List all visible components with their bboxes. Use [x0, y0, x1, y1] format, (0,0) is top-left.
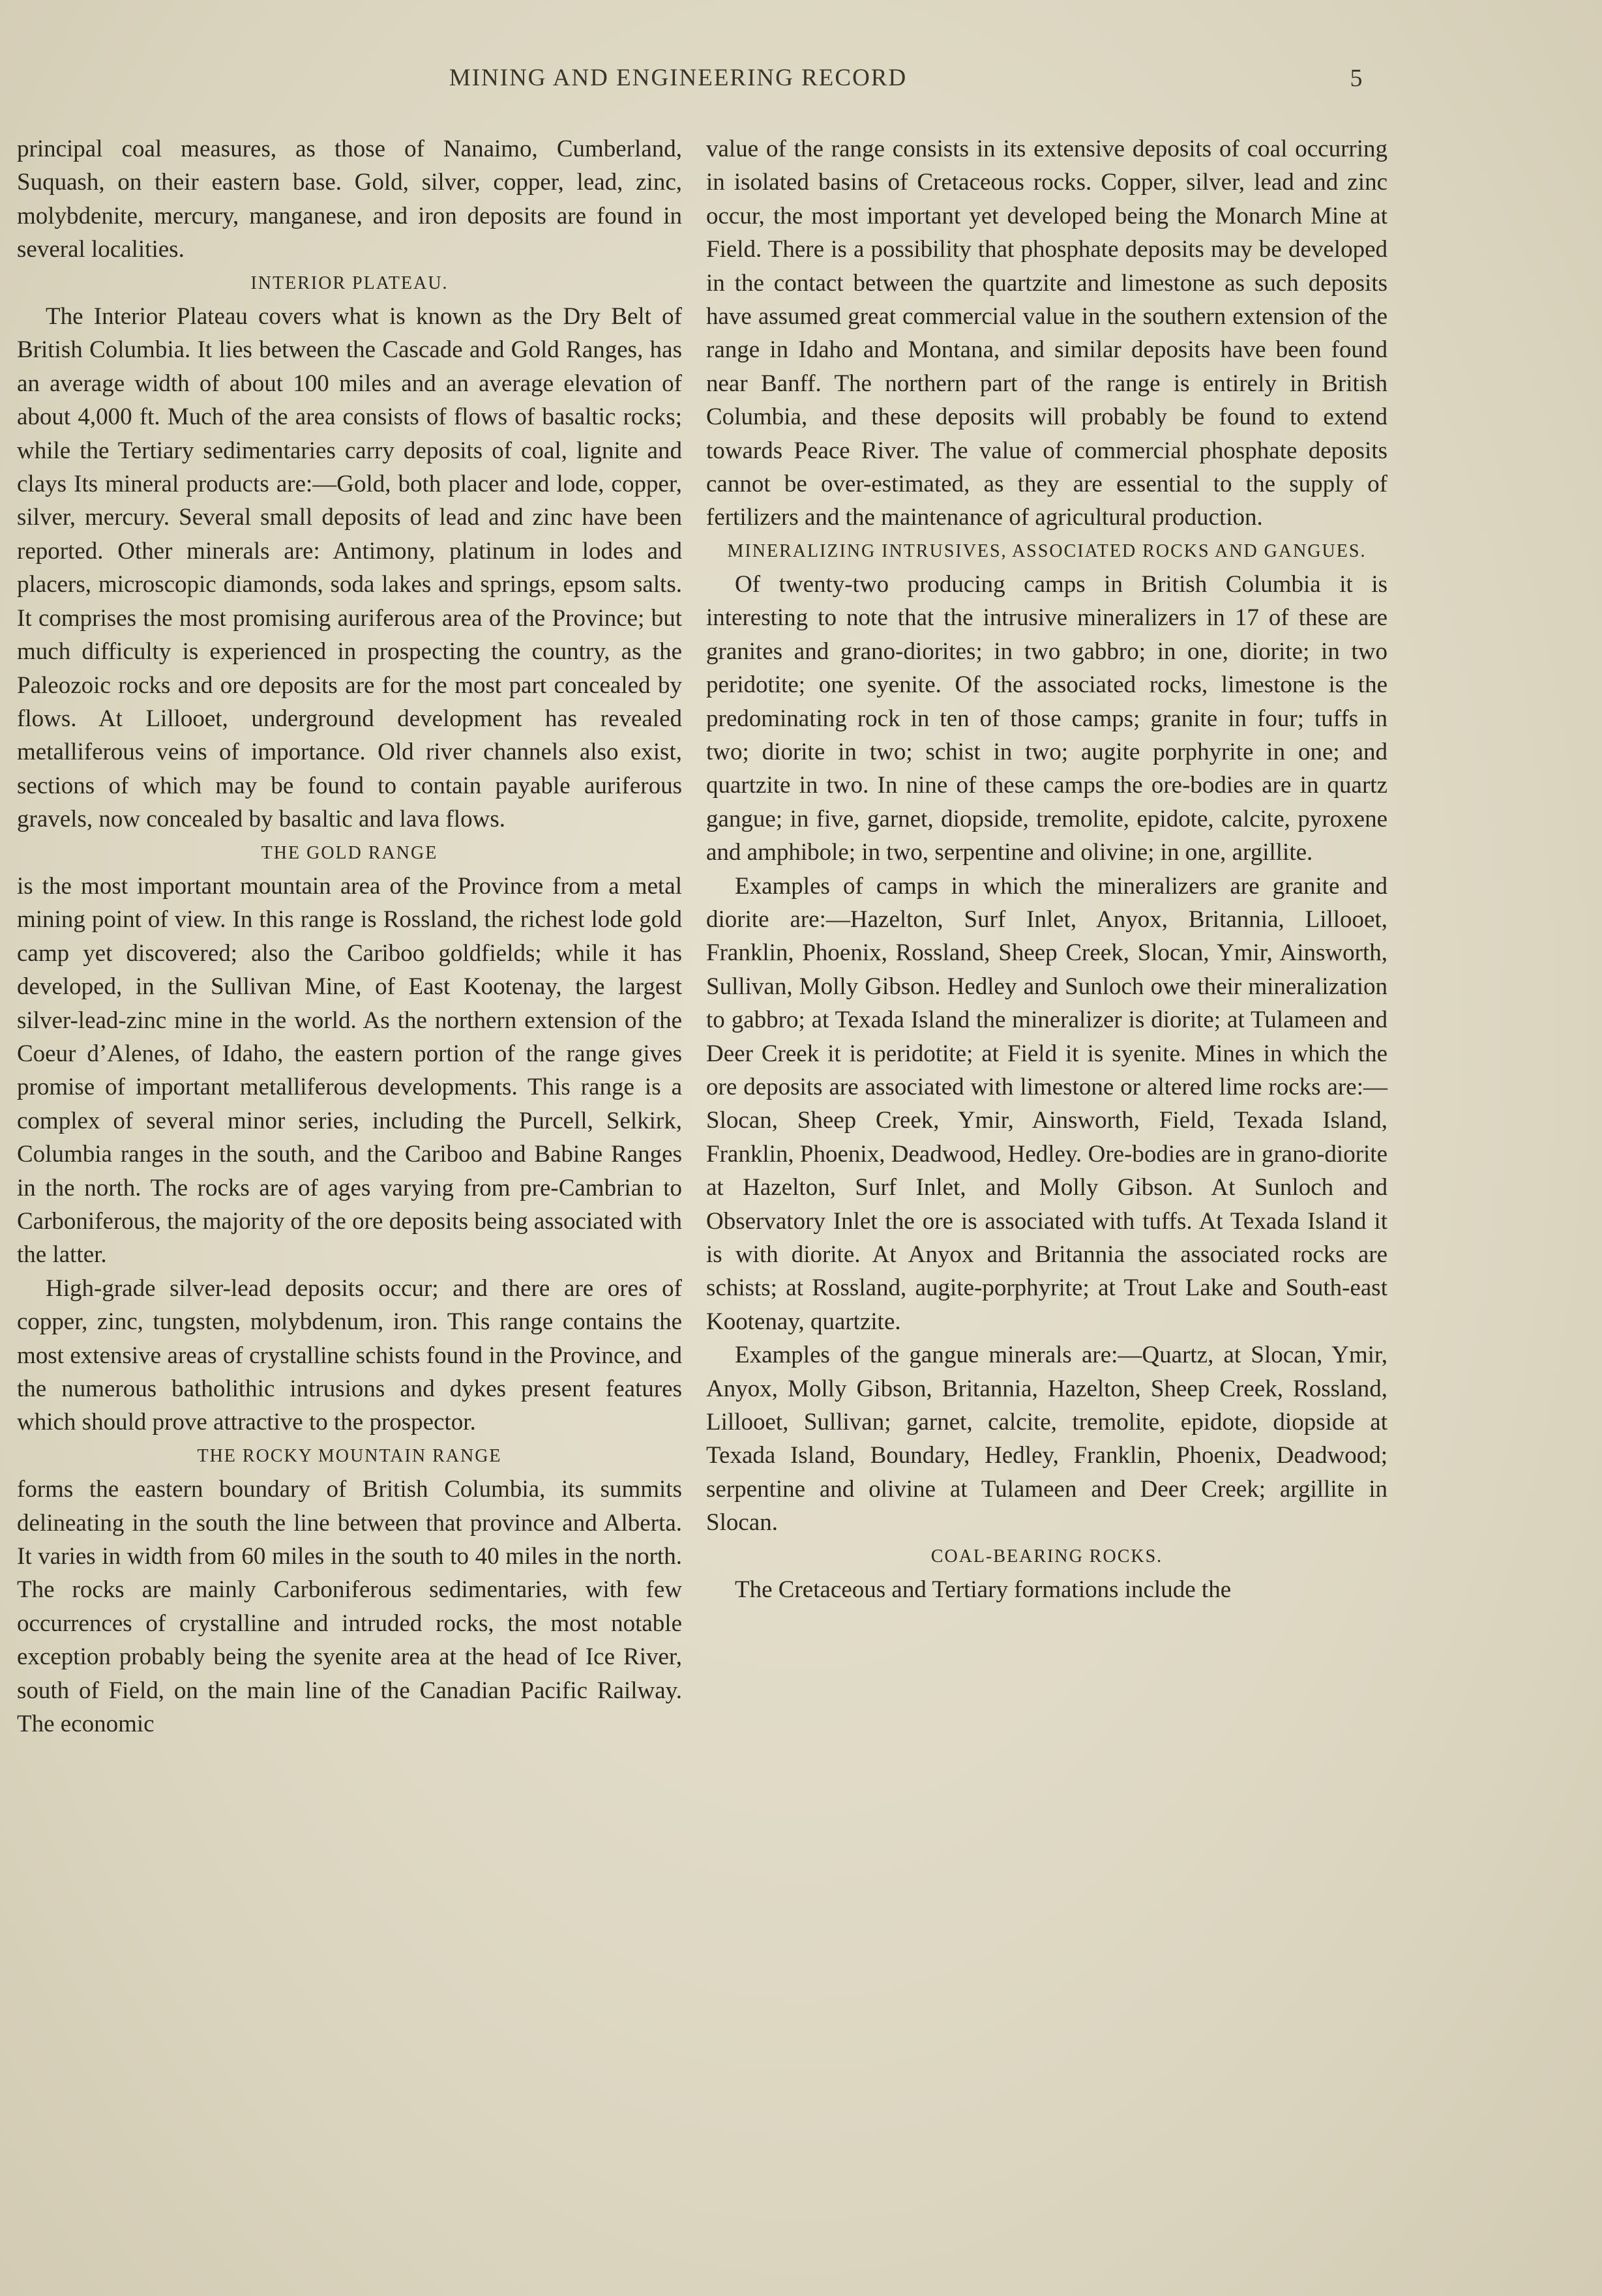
section-heading-rocky-mountain-range: THE ROCKY MOUNTAIN RANGE [197, 1445, 502, 1466]
left-column [17, 132, 682, 1741]
section-heading-gold-range: THE GOLD RANGE [261, 842, 438, 863]
paragraph: The Interior Plateau covers what is known as the Dry Belt of British Columbia. It lies between the Cascade and Gold Ranges, has an average width of about 100 miles and an average elevation of about 4,000 ft. Much of the area consists of flows of basaltic rocks; while the Tertiary sedimentaries carry deposits of coal, lignite and clays Its mineral products are:—Gold, both placer and lode, copper, silver, mercury. Several small deposits of lead and zinc have been reported. Other minerals are: Antimony, platinum in lodes and placers, microscopic diamonds, soda lakes and springs, epsom salts. It comprises the most promising auriferous area of the Province; but much difficulty is experienced in prospecting the country, as the Paleozoic rocks and ore deposits are for the most part concealed by flows. At Lillooet, underground development has revealed metalliferous veins of importance. Old river channels also exist, sections of which may be found to contain payable auriferous gravels, now concealed by basaltic and lava flows. [17, 303, 682, 833]
paragraph: Examples of camps in which the mineralizers are granite and diorite are:—Hazelton, Surf Inlet, Anyox, Britannia, Lillooet, Franklin, Phoenix, Rossland, Sheep Creek, Slocan, Ymir, Ainsworth, Sullivan, Molly Gibson. Hedley and Sunloch owe their mineralization to gabbro; at Texada Island the mineralizer is diorite; at Tulameen and Deer Creek it is peridotite; at Field it is syenite. Mines in which the ore deposits are associated with limestone or altered lime rocks are:—Slocan, Sheep Creek, Ymir, Ainsworth, Field, Texada Island, Franklin, Phoenix, Deadwood, Hedley. Ore-bodies are in grano-diorite at Hazelton, Surf Inlet, and Molly Gibson. At Sunloch and Observatory Inlet the ore is associated with tuffs. At Texada Island it is with diorite. At Anyox and Britannia the associated rocks are schists; at Rossland, augite-porphyrite; at Trout Lake and South-east Kootenay, quartzite. [706, 872, 1387, 1335]
paragraph: Of twenty-two producing camps in British Columbia it is interesting to note that the intrusive mineralizers in 17 of these are granites and grano-diorites; in two gabbro; in one, diorite; in two peridotite; one syenite. Of the associated rocks, limestone is the predominating rock in ten of those camps; granite in four; tuffs in two; diorite in two; schist in two; augite porphyrite in one; and quartzite in two. In nine of these camps the ore-bodies are in quartz gangue; in five, garnet, diopside, tremolite, epidote, calcite, pyroxene and amphibole; in two, serpentine and olivine; in one, argillite. [706, 570, 1387, 866]
page-number: 5 [1350, 65, 1363, 92]
running-head: MINING AND ENGINEERING RECORD [449, 65, 908, 91]
section-heading-coal-bearing-rocks: COAL-BEARING ROCKS. [930, 1546, 1163, 1567]
section-heading-mineralizing-intrusives: MINERALIZING INTRUSIVES, ASSOCIATED ROCKS AND GANGUES. [727, 540, 1367, 561]
page-header [0, 64, 1602, 103]
section-heading-interior-plateau: INTERIOR PLATEAU. [250, 272, 449, 293]
paragraph: forms the eastern boundary of British Columbia, its summits delineating in the south the line between that province and Alberta. It varies in width from 60 miles in the south to 40 miles in the north. The rocks are mainly Carboniferous sedimentaries, with few occurrences of crystalline and intruded rocks, the most notable exception probably being the syenite area at the head of Ice River, south of Field, on the main line of the Canadian Pacific Railway. The economic [17, 1476, 682, 1738]
paragraph: principal coal measures, as those of Nanaimo, Cumberland, Suquash, on their eastern base. Gold, silver, copper, lead, zinc, molybdenite, mercury, manganese, and iron deposits are found in several localities. [17, 136, 682, 263]
paragraph: High-grade silver-lead deposits occur; and there are ores of copper, zinc, tungsten, molybdenum, iron. This range contains the most extensive areas of crystalline schists found in the Province, and the numerous batholithic intrusions and dykes present features which should prove attractive to the prospector. [17, 1274, 682, 1436]
paragraph: Examples of the gangue minerals are:—Quartz, at Slocan, Ymir, Anyox, Molly Gibson, Britannia, Hazelton, Sheep Creek, Rossland, Lillooet, Sullivan; garnet, calcite, tremolite, epidote, diopside at Texada Island, Boundary, Hedley, Franklin, Phoenix, Deadwood; serpentine and olivine at Tulameen and Deer Creek; argillite in Slocan. [706, 1342, 1387, 1537]
right-column [706, 132, 1387, 1606]
paragraph: The Cretaceous and Tertiary formations include the [735, 1576, 1232, 1604]
paragraph: is the most important mountain area of the Province from a metal mining point of view. In this range is Rossland, the richest lode gold camp yet discovered; also the Cariboo goldfields; while it has developed, in the Sullivan Mine, of East Kootenay, the largest silver-lead-zinc mine in the world. As the northern extension of the Coeur d’Alenes, of Idaho, the eastern portion of the range gives promise of important metalliferous developments. This range is a complex of several minor series, including the Purcell, Selkirk, Columbia ranges in the south, and the Cariboo and Babine Ranges in the north. The rocks are of ages varying from pre-Cambrian to Carboniferous, the majority of the ore deposits being associated with the latter. [17, 872, 682, 1269]
paragraph: value of the range consists in its extensive deposits of coal occurring in isolated basins of Cretaceous rocks. Copper, silver, lead and zinc occur, the most important yet developed being the Monarch Mine at Field. There is a possibility that phosphate deposits may be developed in the contact between the quartzite and limestone as such deposits have assumed great commercial value in the southern extension of the range in Idaho and Montana, and similar deposits have been found near Banff. The northern part of the range is entirely in British Columbia, and these deposits will probably be found to extend towards Peace River. The value of commercial phosphate deposits cannot be over-estimated, as they are essential to the supply of fertilizers and the maintenance of agricultural production. [706, 136, 1387, 531]
